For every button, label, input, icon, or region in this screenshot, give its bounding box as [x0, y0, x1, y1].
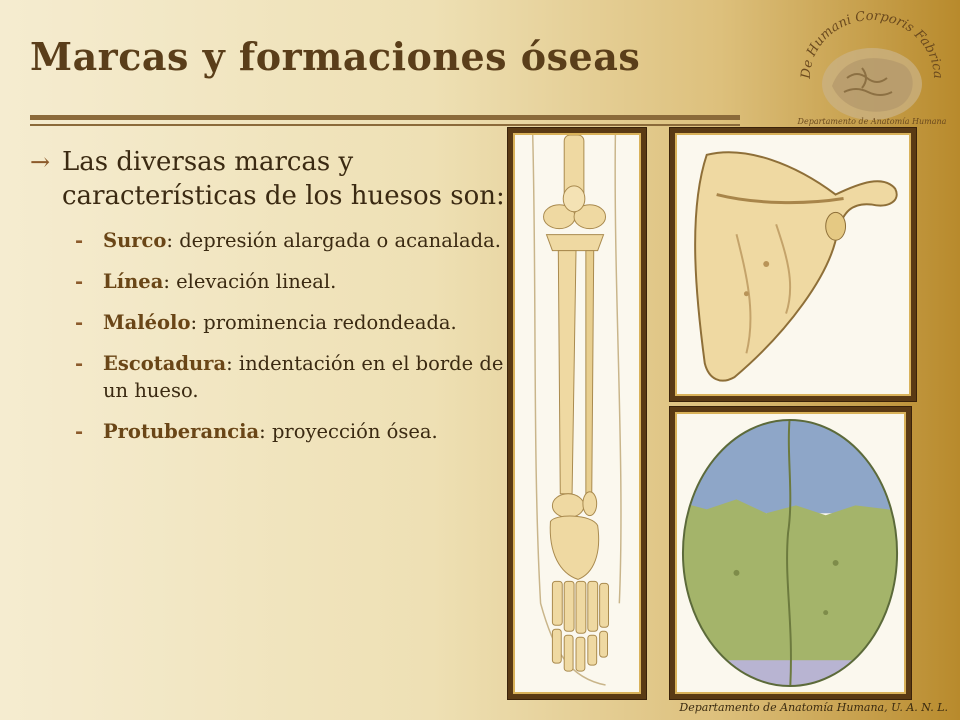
item-term: Protuberancia: [103, 420, 260, 443]
list-item: [75, 309, 505, 336]
footer-credit: Departamento de Anatomía Humana, U. A. N. L.: [679, 701, 948, 714]
dash-bullet-icon: -: [75, 270, 84, 293]
item-description: : proyección ósea.: [259, 420, 438, 443]
bone-marks-list: [30, 227, 505, 445]
item-description: : depresión alargada o acanalada.: [166, 229, 501, 252]
scapula-illustration: [677, 135, 909, 394]
dash-bullet-icon: -: [75, 352, 84, 375]
logo-subtext: Departamento de Anatomía Humana: [797, 117, 947, 126]
item-description: : prominencia redondeada.: [190, 311, 457, 334]
arrow-bullet-icon: →: [30, 148, 51, 176]
main-bullet-text: Las diversas marcas y características de los huesos son:: [62, 147, 505, 211]
list-item: [75, 350, 505, 404]
item-description: : indentación en el borde de un hueso.: [103, 352, 504, 402]
dash-bullet-icon: -: [75, 229, 84, 252]
dash-bullet-icon: -: [75, 311, 84, 334]
department-logo: [792, 8, 952, 132]
leg-bones-illustration: [515, 135, 639, 692]
item-term: Maléolo: [103, 311, 191, 334]
list-item: [75, 268, 505, 295]
title-rule-thin: [30, 124, 740, 126]
leg-bones-image: [507, 127, 647, 700]
title-rule-thick: [30, 115, 740, 120]
item-term: Línea: [103, 270, 164, 293]
slide-content: [30, 145, 505, 459]
scapula-image: [669, 127, 917, 402]
skull-cap-illustration: [677, 414, 904, 692]
logo-text: De Humani Corporis Fabrica: [798, 8, 946, 80]
list-item: [75, 227, 505, 254]
dash-bullet-icon: -: [75, 420, 84, 443]
item-description: : elevación lineal.: [163, 270, 337, 293]
skull-cap-image: [669, 406, 912, 700]
main-bullet: [30, 145, 505, 213]
item-term: Escotadura: [103, 352, 227, 375]
slide-title: Marcas y formaciones óseas: [30, 34, 641, 79]
item-term: Surco: [103, 229, 167, 252]
list-item: [75, 418, 505, 445]
